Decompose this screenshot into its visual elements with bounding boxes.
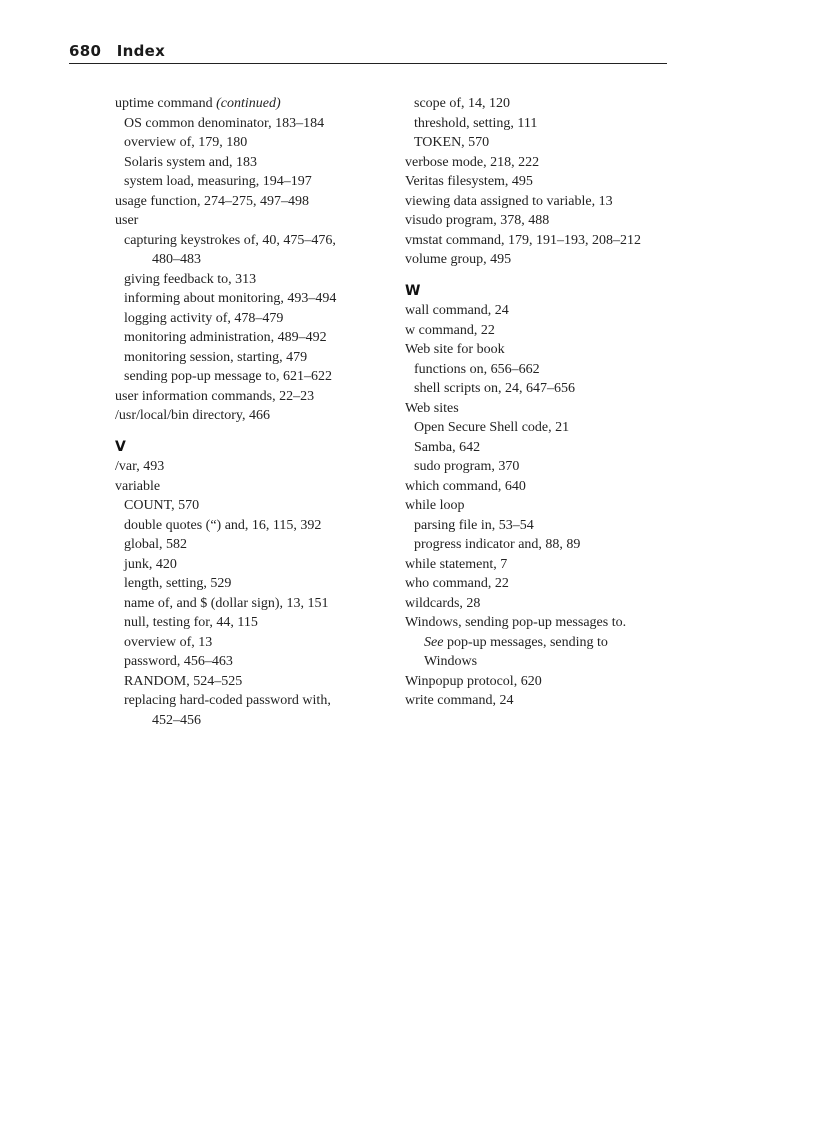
index-subentry: threshold, setting, 111 [414, 115, 538, 131]
index-entry: visudo program, 378, 488 [405, 213, 550, 228]
index-entry: wildcards, 28 [405, 595, 481, 611]
index-entry: verbose mode, 218, 222 [405, 154, 540, 170]
index-subentry: null, testing for, 44, 115 [124, 615, 258, 630]
index-subentry: capturing keystrokes of, 40, 475–476, [124, 232, 336, 248]
index-entry: which command, 640 [405, 478, 526, 494]
index-subentry: replacing hard-coded password with, [124, 693, 331, 708]
index-entry: variable [115, 478, 161, 494]
index-subentry: Samba, 642 [414, 439, 481, 455]
index-subentry: shell scripts on, 24, 647–656 [414, 381, 575, 396]
header-rule [69, 63, 667, 64]
index-subentry: progress indicator and, 88, 89 [414, 537, 581, 552]
index-entry: who command, 22 [405, 576, 509, 591]
index-subentry: OS common denominator, 183–184 [124, 115, 325, 131]
index-entry: Veritas filesystem, 495 [405, 174, 533, 189]
index-subentry: TOKEN, 570 [414, 135, 490, 150]
index-entry: wall command, 24 [405, 303, 509, 318]
index-subentry: monitoring administration, 489–492 [124, 330, 327, 345]
index-subentry: logging activity of, 478–479 [124, 310, 284, 326]
index-subentry: global, 582 [124, 537, 187, 552]
index-entry: vmstat command, 179, 191–193, 208–212 [405, 232, 642, 248]
section-letter-w: W [405, 282, 421, 299]
index-entry: Web sites [405, 400, 459, 416]
running-head [69, 42, 667, 60]
index-subentry: monitoring session, starting, 479 [124, 349, 308, 365]
index-entry: while statement, 7 [405, 556, 508, 572]
index-subentry-continuation: 452–456 [152, 712, 201, 728]
index-subentry: sudo program, 370 [414, 459, 520, 474]
index-subentry: double quotes (“) and, 16, 115, 392 [124, 517, 322, 533]
running-head-title: Index [116, 42, 166, 60]
see-reference-continuation: Windows [424, 654, 478, 669]
index-column-right [405, 94, 685, 711]
index-subentry: overview of, 13 [124, 634, 213, 650]
index-entry: while loop [405, 498, 465, 513]
index-subentry-continuation: 480–483 [152, 252, 201, 267]
index-subentry: functions on, 656–662 [414, 361, 540, 377]
page-number: 680 [69, 42, 102, 60]
index-entry: write command, 24 [405, 693, 514, 708]
index-subentry: sending pop-up message to, 621–622 [124, 369, 333, 384]
index-entry: Windows, sending pop-up messages to. [405, 615, 627, 630]
index-subentry: length, setting, 529 [124, 576, 232, 591]
index-subentry: junk, 420 [124, 556, 177, 572]
index-subentry: overview of, 179, 180 [124, 135, 248, 150]
index-subentry: COUNT, 570 [124, 498, 200, 513]
index-entry: w command, 22 [405, 322, 495, 338]
see-label: See [424, 634, 444, 650]
index-subentry: RANDOM, 524–525 [124, 673, 243, 689]
index-entry [115, 94, 395, 114]
index-column-left [115, 94, 395, 730]
index-subentry: name of, and $ (dollar sign), 13, 151 [124, 595, 329, 611]
section-letter-v: V [115, 438, 126, 455]
index-entry: /var, 493 [115, 459, 165, 474]
index-entry: user information commands, 22–23 [115, 388, 315, 404]
index-subentry: password, 456–463 [124, 654, 233, 669]
index-entry: Winpopup protocol, 620 [405, 673, 542, 689]
continued-label: (continued) [216, 96, 281, 111]
index-entry: /usr/local/bin directory, 466 [115, 408, 270, 423]
index-subentry: scope of, 14, 120 [414, 96, 511, 111]
index-subentry: system load, measuring, 194–197 [124, 174, 312, 189]
index-entry: usage function, 274–275, 497–498 [115, 193, 310, 209]
index-subentry: giving feedback to, 313 [124, 271, 257, 287]
index-subentry: Open Secure Shell code, 21 [414, 420, 570, 435]
index-subentry: informing about monitoring, 493–494 [124, 291, 337, 306]
entry-text: uptime command [115, 96, 217, 111]
index-entry: user [115, 213, 139, 228]
index-entry: volume group, 495 [405, 252, 512, 267]
index-entry: viewing data assigned to variable, 13 [405, 193, 613, 209]
see-target: pop-up messages, sending to [443, 634, 608, 650]
index-subentry: Solaris system and, 183 [124, 154, 257, 170]
index-entry: Web site for book [405, 342, 505, 357]
index-subentry: parsing file in, 53–54 [414, 517, 534, 533]
see-reference [405, 633, 685, 653]
